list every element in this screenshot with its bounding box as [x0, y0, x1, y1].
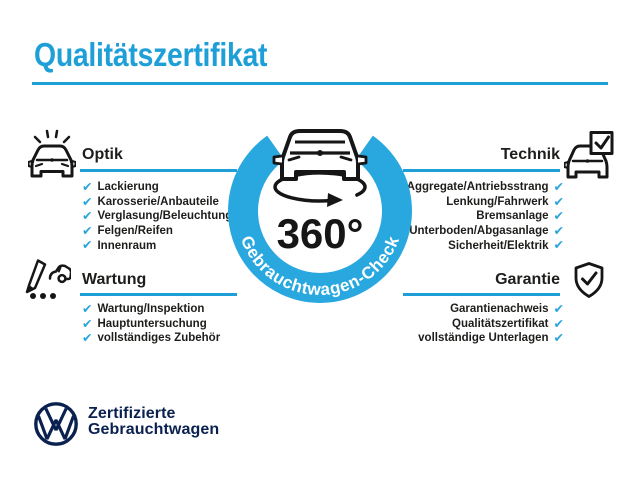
- list-item: [82, 331, 220, 346]
- section-divider-optik: [80, 169, 237, 172]
- car-shine-icon: [28, 129, 76, 184]
- check-icon: ✔: [82, 208, 93, 224]
- garantie-checklist: [418, 302, 564, 346]
- item-label: Hauptuntersuchung: [97, 317, 207, 330]
- item-label: Lackierung: [97, 181, 159, 194]
- check-icon: ✔: [553, 193, 564, 209]
- section-title-optik: Optik: [82, 146, 123, 163]
- item-label: Unterboden/Abgasanlage: [409, 225, 549, 238]
- optik-checklist: [82, 180, 232, 253]
- section-divider-technik: [403, 169, 560, 172]
- list-item: [82, 180, 232, 195]
- list-item: [82, 209, 232, 224]
- 360-check-badge: [220, 111, 420, 311]
- section-title-wartung: Wartung: [82, 271, 147, 288]
- list-item: [82, 238, 232, 253]
- brand-claim: [88, 406, 219, 438]
- list-item: [407, 224, 564, 239]
- page-title: Qualitätszertifikat: [34, 36, 268, 73]
- check-icon: ✔: [553, 237, 564, 253]
- list-item: [82, 195, 232, 210]
- check-icon: ✔: [82, 193, 93, 209]
- check-icon: ✔: [82, 301, 93, 317]
- list-item: [407, 209, 564, 224]
- item-label: vollständige Unterlagen: [418, 332, 549, 345]
- list-item: [82, 302, 220, 317]
- item-label: Felgen/Reifen: [97, 225, 173, 238]
- check-icon: ✔: [82, 179, 93, 195]
- item-label: Qualitätszertifikat: [452, 317, 549, 330]
- check-icon: ✔: [553, 179, 564, 195]
- list-item: [407, 195, 564, 210]
- item-label: Lenkung/Fahrwerk: [446, 195, 549, 208]
- title-divider: [32, 82, 608, 85]
- section-title-technik: Technik: [500, 146, 560, 163]
- brand-line-2: Gebrauchtwagen: [88, 421, 220, 438]
- car-rotate-icon: [274, 131, 366, 207]
- check-icon: ✔: [553, 315, 564, 331]
- list-item: [418, 317, 564, 332]
- check-icon: ✔: [82, 330, 93, 346]
- degrees-label: 360°: [276, 210, 364, 257]
- list-item: [82, 317, 220, 332]
- check-icon: ✔: [553, 208, 564, 224]
- item-label: Verglasung/Beleuchtung: [97, 210, 233, 223]
- section-divider-garantie: [403, 293, 560, 296]
- wartung-checklist: [82, 302, 220, 346]
- check-icon: ✔: [82, 222, 93, 238]
- check-icon: ✔: [82, 237, 93, 253]
- car-checkbox-icon: [564, 131, 614, 186]
- vw-logo: [33, 401, 79, 452]
- shield-check-icon: [574, 262, 604, 304]
- item-label: Wartung/Inspektion: [97, 303, 205, 316]
- item-label: Aggregate/Antriebsstrang: [406, 181, 549, 194]
- item-label: Sicherheit/Elektrik: [448, 239, 549, 252]
- item-label: Innenraum: [97, 239, 157, 252]
- list-item: [82, 224, 232, 239]
- ring-label: Gebrauchtwagen-Check: [236, 232, 404, 300]
- list-item: [407, 180, 564, 195]
- list-item: [418, 331, 564, 346]
- item-label: Garantienachweis: [450, 303, 549, 316]
- list-item: [418, 302, 564, 317]
- section-title-garantie: Garantie: [495, 271, 560, 288]
- technik-checklist: [407, 180, 564, 253]
- check-icon: ✔: [553, 222, 564, 238]
- item-label: vollständiges Zubehör: [97, 332, 221, 345]
- list-item: [407, 238, 564, 253]
- check-icon: ✔: [553, 330, 564, 346]
- check-icon: ✔: [553, 301, 564, 317]
- check-icon: ✔: [82, 315, 93, 331]
- section-divider-wartung: [80, 293, 237, 296]
- item-label: Karosserie/Anbauteile: [97, 195, 219, 208]
- pencil-car-icon: [25, 259, 71, 306]
- item-label: Bremsanlage: [476, 210, 549, 223]
- brand-line-1: Zertifizierte: [88, 405, 176, 422]
